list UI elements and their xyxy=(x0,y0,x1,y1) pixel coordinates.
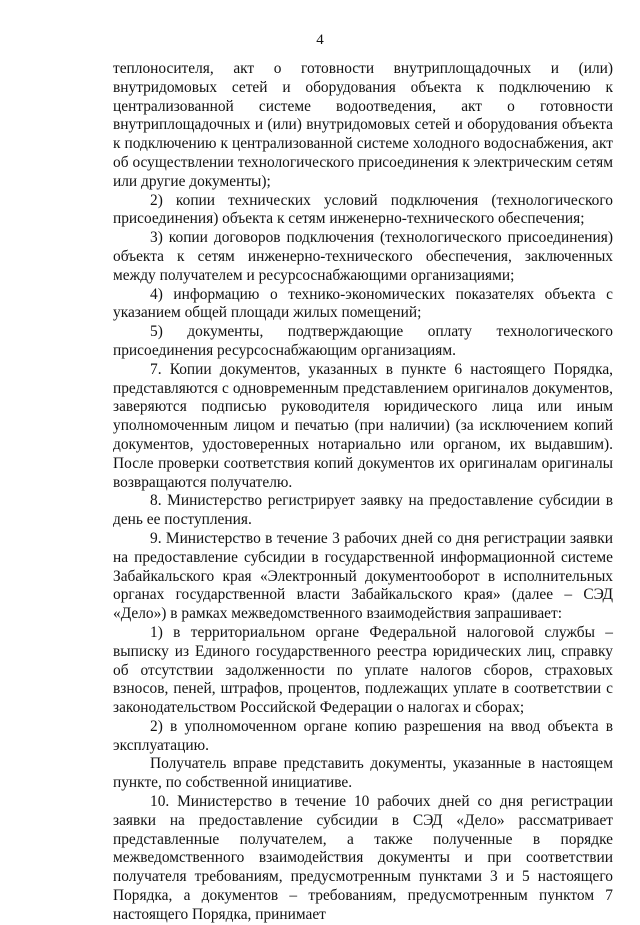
list-item-4: 4) информацию о технико-экономических показателях объекта с указанием общей площади жилых помещений; xyxy=(113,285,613,322)
clause-9-note: Получатель вправе представить документы, указанные в настоящем пункте, по собственной инициативе. xyxy=(113,755,613,792)
clause-9: 9. Министерство в течение 3 рабочих дней со дня регистрации заявки на предоставление субсидии в государственной информационной системе Забайкальского края «Электронный документооборот в исполнительных органах государственной власти Забайкальского края» (далее – СЭД «Дело») в рамках межведомственного взаимодействия запрашивает: xyxy=(113,529,613,623)
list-item-3: 3) копии договоров подключения (технологического присоединения) объекта к сетям инженерно-технического обеспечения, заключенных между получателем и ресурсоснабжающими организациями; xyxy=(113,229,613,284)
clause-10: 10. Министерство в течение 10 рабочих дней со дня регистрации заявки на предоставление субсидии в СЭД «Дело» рассматривает представленные получателем, а также полученные в порядке межведомственного взаимодействия документы и при соответствии получателя требованиям, предусмотренным пунктами 3 и 5 настоящего Порядка, а документов – требованиям, предусмотренным пунктом 7 настоящего Порядка, принимает xyxy=(113,793,613,923)
clause-7: 7. Копии документов, указанных в пункте 6 настоящего Порядка, представляются с одновременным представлением оригиналов документов, заверяются подписью руководителя юридического лица или иным уполномоченным лицом и печатью (при наличии) (за исключением копий документов, удостоверенных нотариально или органом, их выдавшим). После проверки соответствия копий документов их оригиналам оригиналы возвращаются получателю. xyxy=(113,360,613,491)
list-item-5: 5) документы, подтверждающие оплату технологического присоединения ресурсоснабжающим организациям. xyxy=(113,323,613,359)
clause-8: 8. Министерство регистрирует заявку на предоставление субсидии в день ее поступления. xyxy=(113,492,613,529)
clause-9-item-2: 2) в уполномоченном органе копию разрешения на ввод объекта в эксплуатацию. xyxy=(113,717,613,754)
document-body xyxy=(113,60,613,925)
page-number: 4 xyxy=(316,32,324,48)
paragraph-continuation: теплоносителя, акт о готовности внутриплощадочных и (или) внутридомовых сетей и оборудования объекта к подключению к централизованной системе водоотведения, акт о готовности внутриплощадочных и (или) внутридомовых сетей и оборудования объекта к подключению к централизованной системе холодного водоснабжения, акт об осуществлении технологического присоединения к электрическим сетям или другие документы); xyxy=(113,60,613,190)
list-item-2: 2) копии технических условий подключения (технологического присоединения) объекта к сетям инженерно-технического обеспечения; xyxy=(113,191,613,228)
clause-9-item-1: 1) в территориальном органе Федеральной налоговой службы – выписку из Единого государственного реестра юридических лиц, справку об отсутствии задолженности по уплате налогов сборов, страховых взносов, пеней, штрафов, процентов, подлежащих уплате в соответствии с законодательством Российской Федерации о налогах и сборах; xyxy=(113,623,613,717)
